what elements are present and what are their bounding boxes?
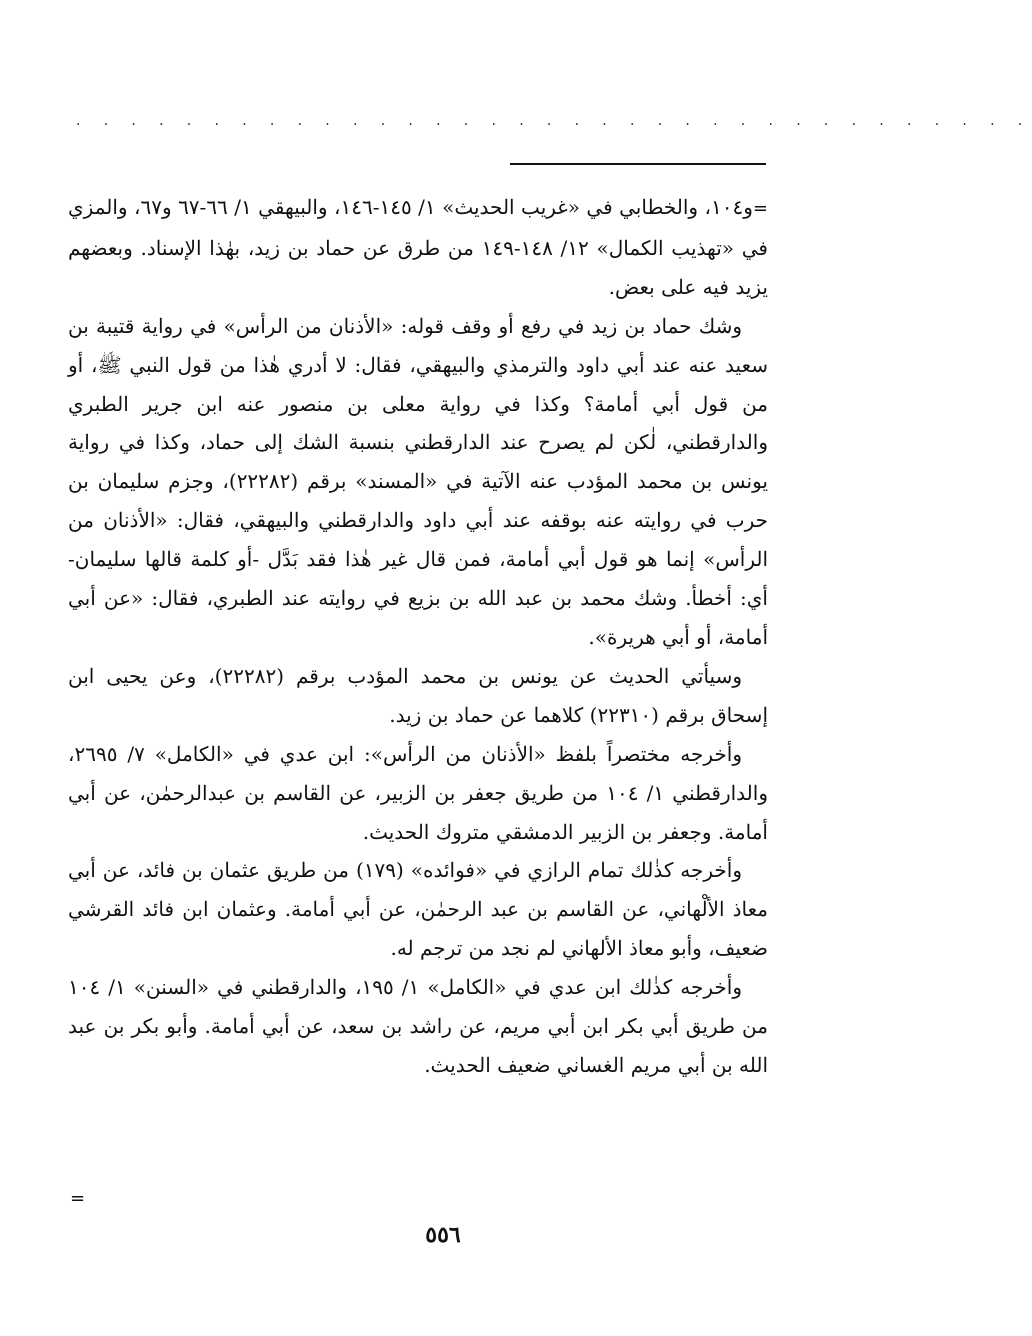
separator-dots: . . . . . . . . . . . . . . . . . . . . . . . . . . . . . . . . . . . xyxy=(76,113,1032,129)
footnote-paragraph: وأخرجه مختصراً بلفظ «الأذنان من الرأس»: ابن عدي في «الكامل» ٧/ ٢٦٩٥، والدارقطني ١/ ١٠٤ من طريق جعفر بن الزبير، عن القاسم بن عبدالرحمٰن، عن أبي أمامة. وجعفر بن الزبير الدمشقي متروك الحديث. xyxy=(68,741,768,844)
footnote-paragraph: وسيأتي الحديث عن يونس بن محمد المؤدب برقم (٢٢٢٨٢)، وعن يحيى ابن إسحاق برقم (٢٢٣١٠) كلاهما عن حماد بن زيد. xyxy=(68,663,768,727)
continues-mark: = xyxy=(70,1188,86,1209)
footnote-paragraph: =و١٠٤، والخطابي في «غريب الحديث» ١/ ١٤٥-١٤٦، والبيهقي ١/ ٦٦-٦٧ و٦٧، والمزي في «تهذيب الكمال» ١٢/ ١٤٨-١٤٩ من طرق عن حماد بن زيد، بهٰذا الإسناد. وبعضهم يزيد فيه على بعض. xyxy=(68,195,768,299)
footnote-rule xyxy=(510,163,766,165)
footnote-paragraph: وأخرجه كذٰلك ابن عدي في «الكامل» ١/ ١٩٥، والدارقطني في «السنن» ١/ ١٠٤ من طريق أبي بكر ابن أبي مريم، عن راشد بن سعد، عن أبي أمامة. وأبو بكر بن عبد الله بن أبي مريم الغساني ضعيف الحديث. xyxy=(68,975,768,1077)
footnote-paragraph: وشك حماد بن زيد في رفع أو وقف قوله: «الأذنان من الرأس» في رواية قتيبة بن سعيد عنه عند أبي داود والترمذي والبيهقي، فقال: لا أدري هٰذا من قول النبي ﷺ، أو من قول أبي أمامة؟ وكذا في رواية معلى بن منصور عنه ابن جرير الطبري والدارقطني، لٰكن لم يصرح عند الدارقطني بنسبة الشك إلى حماد، وكذا في رواية يونس بن محمد المؤدب عنه الآتية في «المسند» برقم (٢٢٢٨٢)، وجزم سليمان بن حرب في روايته عنه بوقفه عند أبي داود والدارقطني والبيهقي، فقال: «الأذنان من الرأس» إنما هو قول أبي أمامة، فمن قال غير هٰذا فقد بَدَّل -أو كلمة قالها سليمان- أي: أخطأ. وشك محمد بن عبد الله بن بزيع في روايته عند الطبري، فقال: «عن أبي أمامة، أو أبي هريرة». xyxy=(68,313,769,649)
page-number: ٥٥٦ xyxy=(425,1222,461,1248)
footnote-body xyxy=(68,188,768,1085)
footnote-paragraph: وأخرجه كذٰلك تمام الرازي في «فوائده» (١٧٩) من طريق عثمان بن فائد، عن أبي معاذ الألْهاني، عن القاسم بن عبد الرحمٰن، عن أبي أمامة. وعثمان ابن فائد القرشي ضعيف، وأبو معاذ الألهاني لم نجد من ترجم له. xyxy=(68,858,768,961)
continuation-mark: = xyxy=(752,198,768,219)
